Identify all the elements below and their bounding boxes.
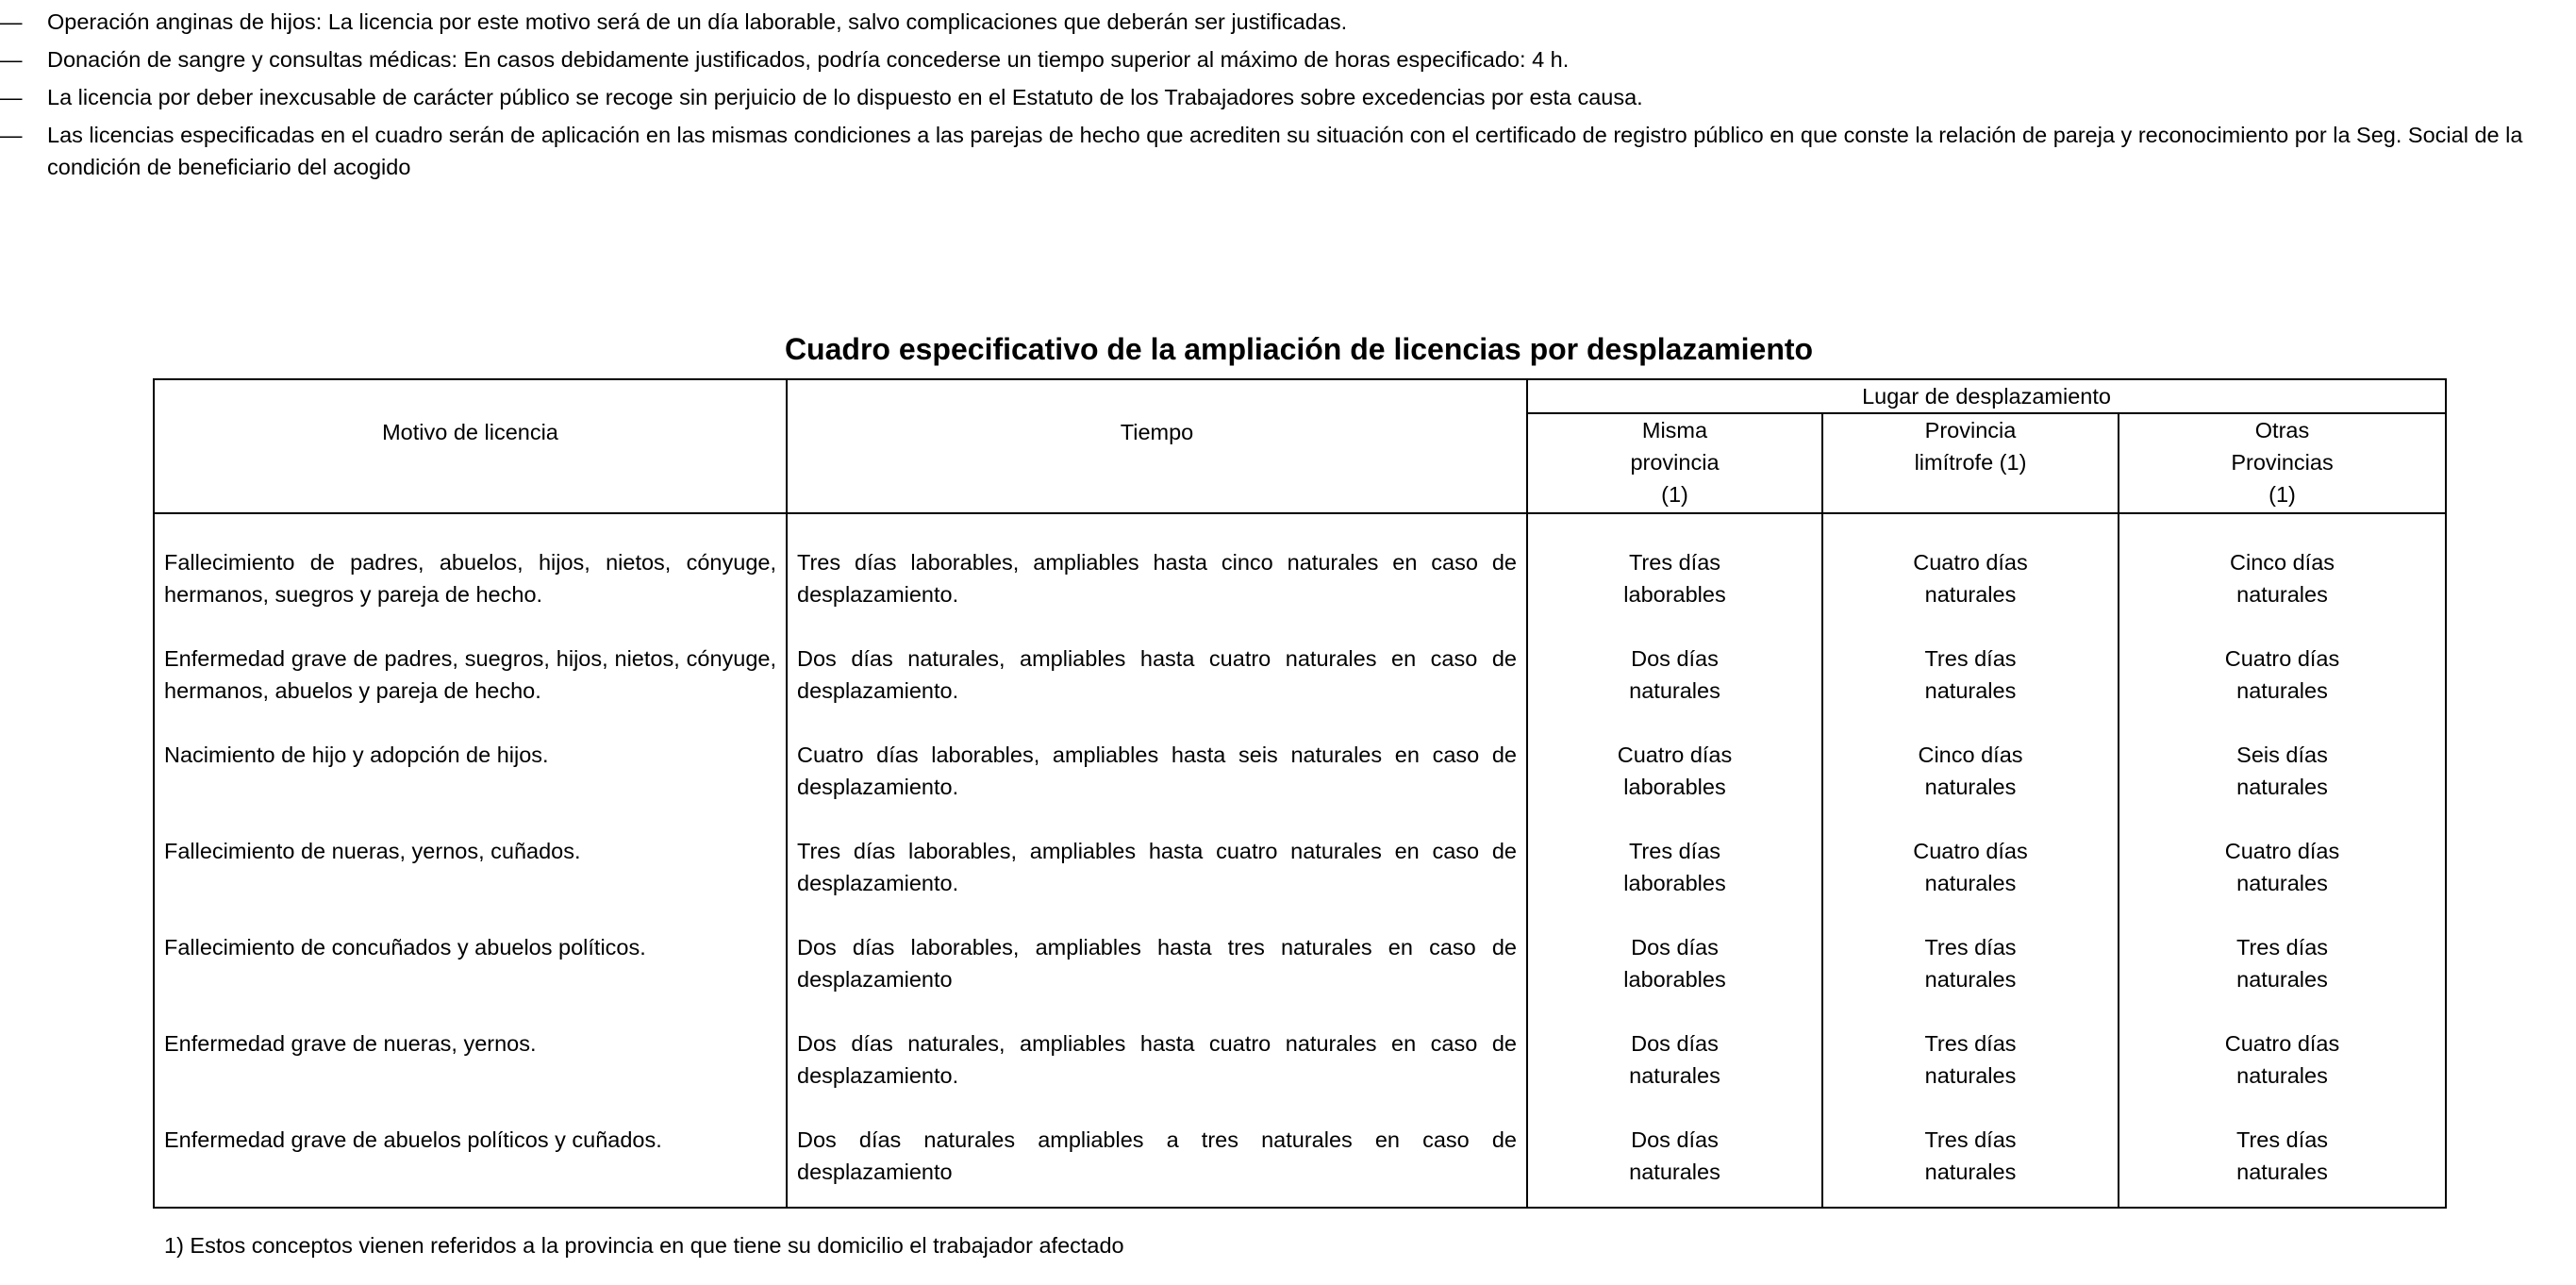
- cell-misma: [1527, 1124, 1822, 1208]
- header-misma-label: Misma provincia (1): [1630, 418, 1720, 507]
- cell-misma-text: Dos días naturales: [1629, 646, 1720, 703]
- bullet-dash: —: [0, 85, 23, 109]
- cell-otras: [2119, 835, 2446, 931]
- cell-limitrofe: [1822, 835, 2119, 931]
- cell-misma: [1527, 739, 1822, 835]
- cell-tiempo: Cuatro días laborables, ampliables hasta seis naturales en caso de desplazamiento.: [787, 739, 1527, 835]
- cell-limitrofe-text: Tres días naturales: [1924, 935, 2017, 992]
- cell-limitrofe-text: Tres días naturales: [1924, 646, 2017, 703]
- header-otras-label: Otras Provincias (1): [2231, 418, 2334, 507]
- bullet-dash: —: [0, 9, 23, 34]
- cell-limitrofe-text: Cinco días naturales: [1918, 743, 2023, 799]
- cell-otras-text: Cuatro días naturales: [2224, 646, 2340, 703]
- header-row: [154, 379, 2446, 413]
- cell-misma: [1527, 931, 1822, 1027]
- cell-motivo: Nacimiento de hijo y adopción de hijos.: [154, 739, 787, 835]
- cell-misma-text: Cuatro días laborables: [1617, 743, 1733, 799]
- cell-misma: [1527, 1027, 1822, 1124]
- cell-otras-text: Seis días naturales: [2236, 743, 2328, 799]
- cell-tiempo: Dos días naturales ampliables a tres naturales en caso de desplazamiento: [787, 1124, 1527, 1208]
- cell-limitrofe-text: Tres días naturales: [1924, 1127, 2017, 1184]
- cell-limitrofe-text: Cuatro días naturales: [1913, 550, 2028, 607]
- cell-limitrofe-text: Cuatro días naturales: [1913, 839, 2028, 895]
- cell-motivo: Fallecimiento de concuñados y abuelos políticos.: [154, 931, 787, 1027]
- note-item: [0, 119, 2570, 183]
- cell-otras: [2119, 642, 2446, 739]
- cell-motivo: Enfermedad grave de nueras, yernos.: [154, 1027, 787, 1124]
- table-row: [154, 642, 2446, 739]
- header-otras-provincias: [2119, 413, 2446, 513]
- table-row: [154, 1124, 2446, 1208]
- note-text: Donación de sangre y consultas médicas: En casos debidamente justificados, podría concederse un tiempo superior al máximo de horas especificado: 4 h.: [47, 47, 1570, 72]
- cell-limitrofe: [1822, 1027, 2119, 1124]
- cell-otras-text: Cuatro días naturales: [2224, 1031, 2340, 1088]
- cell-otras-text: Cuatro días naturales: [2224, 839, 2340, 895]
- cell-otras: [2119, 739, 2446, 835]
- cell-otras: [2119, 513, 2446, 642]
- table-row: [154, 513, 2446, 642]
- cell-otras: [2119, 931, 2446, 1027]
- cell-limitrofe: [1822, 931, 2119, 1027]
- cell-limitrofe: [1822, 739, 2119, 835]
- cell-tiempo: Dos días naturales, ampliables hasta cuatro naturales en caso de desplazamiento.: [787, 1027, 1527, 1124]
- cell-otras-text: Tres días naturales: [2235, 1127, 2329, 1184]
- cell-motivo: Fallecimiento de nueras, yernos, cuñados.: [154, 835, 787, 931]
- cell-otras-text: Cinco días naturales: [2230, 550, 2335, 607]
- cell-otras-text: Tres días naturales: [2235, 935, 2329, 992]
- bullet-dash: —: [0, 123, 23, 147]
- cell-misma: [1527, 513, 1822, 642]
- header-provincia-limitrofe: [1822, 413, 2119, 513]
- header-misma-provincia: [1527, 413, 1822, 513]
- note-item: [0, 81, 2570, 113]
- cell-otras: [2119, 1124, 2446, 1208]
- note-item: [0, 6, 2570, 38]
- cell-misma-text: Dos días laborables: [1623, 935, 1726, 992]
- cell-otras: [2119, 1027, 2446, 1124]
- note-text: Las licencias especificadas en el cuadro serán de aplicación en las mismas condiciones a las parejas de hecho que acrediten su situación con el certificado de registro público en que conste la relación de pareja y reconocimiento por la Seg. Social de la condición de beneficiario del acogido: [47, 123, 2523, 179]
- table-row: [154, 931, 2446, 1027]
- note-text: La licencia por deber inexcusable de carácter público se recoge sin perjuicio de lo dispuesto en el Estatuto de los Trabajadores sobre excedencias por esta causa.: [47, 85, 1643, 109]
- cell-misma: [1527, 835, 1822, 931]
- cell-motivo: Enfermedad grave de padres, suegros, hijos, nietos, cónyuge, hermanos, abuelos y pareja de hecho.: [154, 642, 787, 739]
- cell-misma-text: Dos días naturales: [1629, 1127, 1720, 1184]
- cell-limitrofe: [1822, 642, 2119, 739]
- table-row: [154, 835, 2446, 931]
- header-lugar-group: Lugar de desplazamiento: [1527, 379, 2446, 413]
- cell-tiempo: Dos días naturales, ampliables hasta cuatro naturales en caso de desplazamiento.: [787, 642, 1527, 739]
- cell-misma-text: Dos días naturales: [1629, 1031, 1720, 1088]
- notes-list: [0, 6, 2570, 189]
- table-row: [154, 1027, 2446, 1124]
- cell-misma-text: Tres días laborables: [1623, 550, 1726, 607]
- table-footnote: 1) Estos conceptos vienen referidos a la provincia en que tiene su domicilio el trabajador afectado: [164, 1233, 1124, 1258]
- cell-motivo: Fallecimiento de padres, abuelos, hijos, nietos, cónyuge, hermanos, suegros y pareja de hecho.: [154, 513, 787, 642]
- cell-tiempo: Dos días laborables, ampliables hasta tres naturales en caso de desplazamiento: [787, 931, 1527, 1027]
- cell-limitrofe: [1822, 1124, 2119, 1208]
- cell-misma: [1527, 642, 1822, 739]
- table-title: Cuadro especificativo de la ampliación de licencias por desplazamiento: [784, 332, 1814, 366]
- header-limitrofe-label: Provincia limítrofe (1): [1914, 418, 2027, 475]
- table-row: [154, 739, 2446, 835]
- cell-motivo: Enfermedad grave de abuelos políticos y cuñados.: [154, 1124, 787, 1208]
- note-item: [0, 43, 2570, 75]
- header-motivo: Motivo de licencia: [154, 379, 787, 513]
- cell-misma-text: Tres días laborables: [1623, 839, 1726, 895]
- licencias-table: [153, 378, 2447, 1209]
- header-tiempo: Tiempo: [787, 379, 1527, 513]
- cell-limitrofe: [1822, 513, 2119, 642]
- cell-limitrofe-text: Tres días naturales: [1924, 1031, 2017, 1088]
- cell-tiempo: Tres días laborables, ampliables hasta cinco naturales en caso de desplazamiento.: [787, 513, 1527, 642]
- note-text: Operación anginas de hijos: La licencia por este motivo será de un día laborable, salvo complicaciones que deberán ser justificadas.: [47, 9, 1348, 34]
- cell-tiempo: Tres días laborables, ampliables hasta cuatro naturales en caso de desplazamiento.: [787, 835, 1527, 931]
- bullet-dash: —: [0, 47, 23, 72]
